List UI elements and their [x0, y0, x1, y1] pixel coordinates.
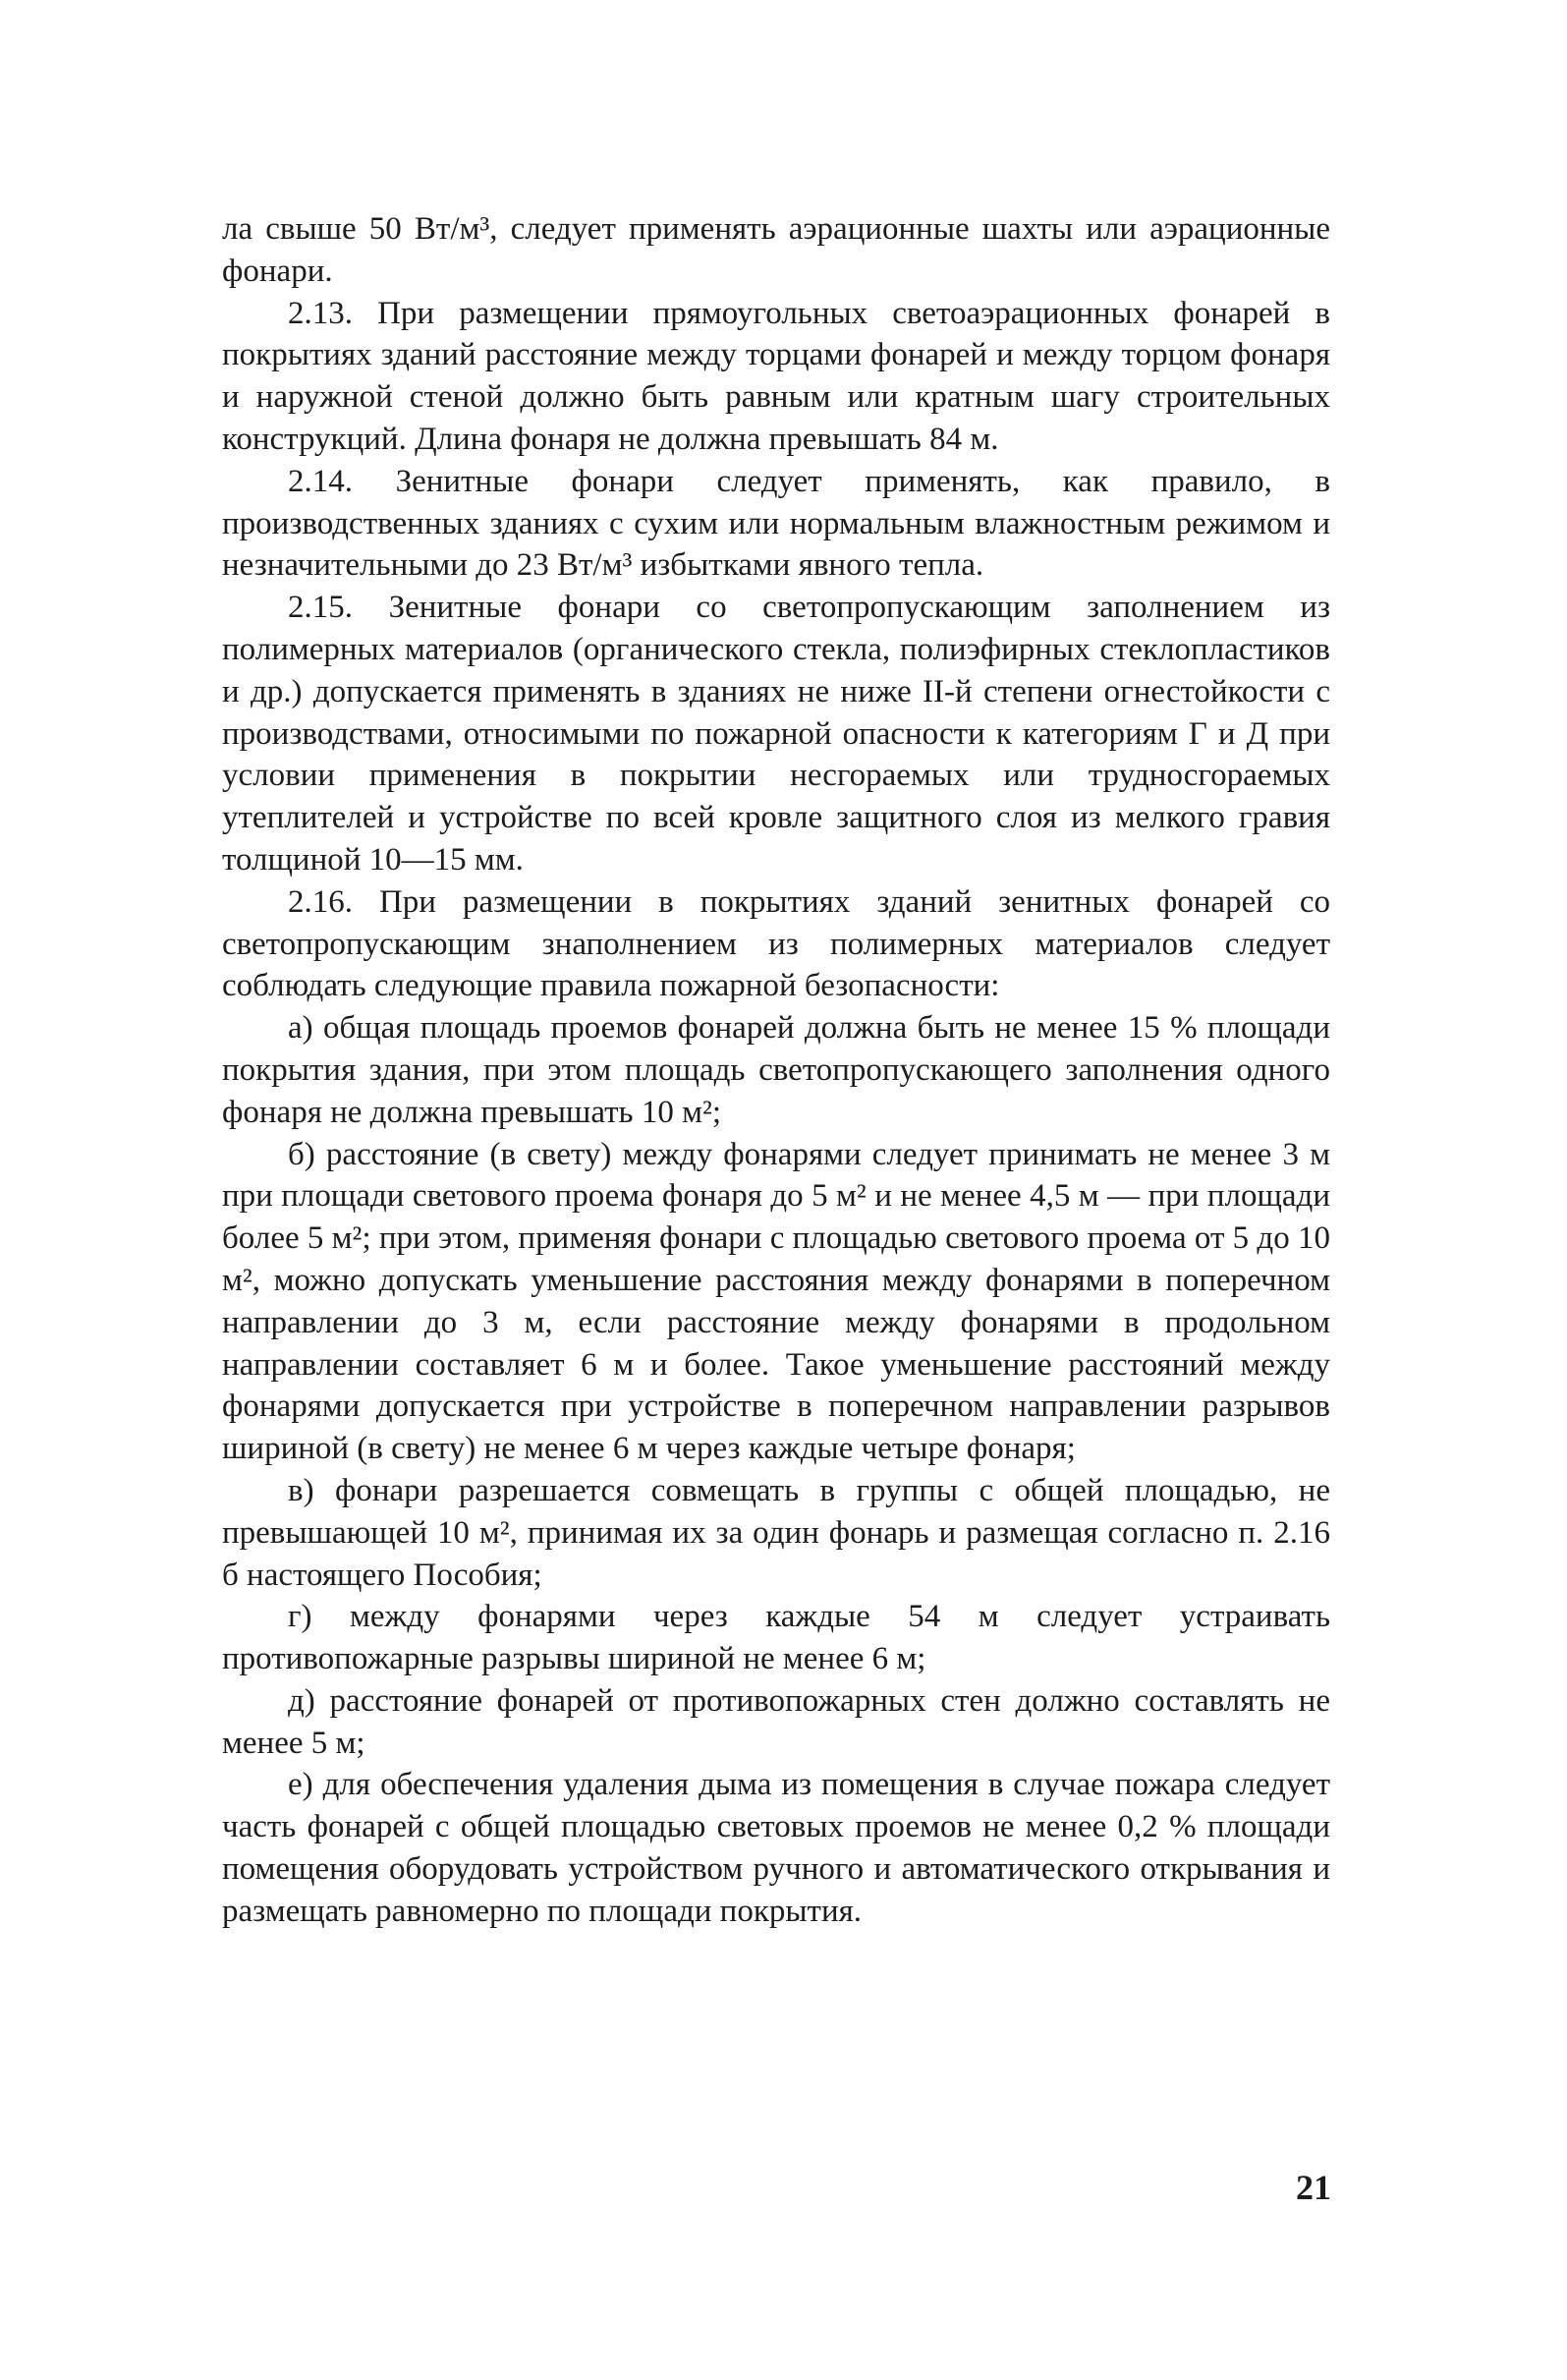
list-item-b: б) расстояние (в свету) между фонарями следует принимать не менее 3 м при площади светового проема фонаря до 5 м² и не менее 4,5 м — при площади более 5 м²; при этом, применяя фонари с площадью светового проема от 5 до 10 м², можно допускать уменьшение расстояния между фонарями в поперечном направлении до 3 м, если расстояние между фонарями в продольном направлении составляет 6 м и более. Такое уменьшение расстояний между фонарями допускается при устройстве в поперечном направлении разрывов шириной (в свету) не менее 6 м через каждые четыре фонаря; [222, 1136, 1330, 1467]
list-item-d: д) расстояние фонарей от противопожарных стен должно составлять не менее 5 м; [222, 1682, 1330, 1761]
paragraph-2-13: 2.13. При размещении прямоугольных светоаэрационных фонарей в покрытиях зданий расстояние между торцами фонарей и между торцом фонаря и наружной стеной должно быть равным или кратным шагу строительных конструкций. Длина фонаря не должна превышать 84 м. [222, 295, 1330, 457]
body-text [222, 208, 1330, 1933]
paragraph-2-16: 2.16. При размещении в покрытиях зданий зенитных фонарей со светопропускающим знаполнением из полимерных материалов следует соблюдать следующие правила пожарной безопасности: [222, 883, 1330, 1004]
paragraph-continuation: ла свыше 50 Вт/м³, следует применять аэрационные шахты или аэрационные фонари. [222, 211, 1330, 289]
list-item-g: г) между фонарями через каждые 54 м следует устраивать противопожарные разрывы шириной не менее 6 м; [222, 1599, 1330, 1677]
list-item-e: е) для обеспечения удаления дыма из помещения в случае пожара следует часть фонарей с общей площадью световых проемов не менее 0,2 % площади помещения оборудовать устройством ручного и автоматического открывания и размещать равномерно по площади покрытия. [222, 1767, 1330, 1929]
page-number: 21 [1296, 2168, 1331, 2207]
paragraph-2-14: 2.14. Зенитные фонари следует применять, как правило, в производственных зданиях с сухим или нормальным влажностным режимом и незначительными до 23 Вт/м³ избытками явного тепла. [222, 463, 1330, 584]
list-item-a: а) общая площадь проемов фонарей должна быть не менее 15 % площади покрытия здания, при этом площадь светопропускающего заполнения одного фонаря не должна превышать 10 м²; [222, 1010, 1330, 1130]
list-item-v: в) фонари разрешается совмещать в группы с общей площадью, не превышающей 10 м², принимая их за один фонарь и размещая согласно п. 2.16 б настоящего Пособия; [222, 1472, 1330, 1593]
paragraph-2-15: 2.15. Зенитные фонари со светопропускающим заполнением из полимерных материалов (органического стекла, полиэфирных стеклопластиков и др.) допускается применять в зданиях не ниже II-й степени огнестойкости с производствами, относимыми по пожарной опасности к категориям Г и Д при условии применения в покрытии несгораемых или трудносгораемых утеплителей и устройстве по всей кровле защитного слоя из мелкого гравия толщиной 10—15 мм. [222, 590, 1330, 878]
